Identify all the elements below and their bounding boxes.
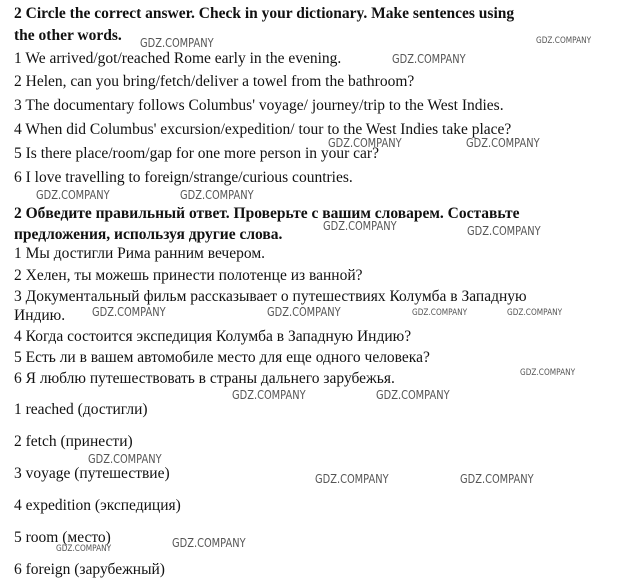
watermark: GDZ.COMPANY xyxy=(56,544,112,554)
answer-1: 1 reached (достигли) xyxy=(14,401,148,418)
watermark: GDZ.COMPANY xyxy=(172,536,246,550)
exercise-item-ru-2: 2 Хелен, ты можешь принести полотенце из ванной? xyxy=(14,267,363,284)
answer-6: 6 foreign (зарубежный) xyxy=(14,561,165,578)
watermark: GDZ.COMPANY xyxy=(460,472,534,486)
watermark: GDZ.COMPANY xyxy=(412,308,468,318)
exercise-heading-ru-line2: предложения, используя другие слова. xyxy=(14,226,283,243)
exercise-item-en-3: 3 The documentary follows Columbus' voyage/ journey/trip to the West Indies. xyxy=(14,97,504,114)
exercise-heading-en-line2: the other words. xyxy=(14,27,122,44)
answer-5: 5 room (место) xyxy=(14,529,111,546)
exercise-item-en-1: 1 We arrived/got/reached Rome early in the evening. xyxy=(14,50,342,67)
exercise-heading-ru-line1: 2 Обведите правильный ответ. Проверьте с вашим словарем. Составьте xyxy=(14,205,520,222)
exercise-item-ru-5: 5 Есть ли в вашем автомобиле место для еще одного человека? xyxy=(14,349,430,366)
exercise-item-ru-3-cont: Индию. xyxy=(14,307,66,324)
watermark: GDZ.COMPANY xyxy=(328,136,402,150)
answer-3: 3 voyage (путешествие) xyxy=(14,465,170,482)
watermark: GDZ.COMPANY xyxy=(520,368,576,378)
watermark: GDZ.COMPANY xyxy=(507,308,563,318)
watermark: GDZ.COMPANY xyxy=(467,224,541,238)
watermark: GDZ.COMPANY xyxy=(180,188,254,202)
exercise-item-en-4: 4 When did Columbus' excursion/expedition/ tour to the West Indies take place? xyxy=(14,121,512,138)
exercise-heading-en-line1: 2 Circle the correct answer. Check in your dictionary. Make sentences using xyxy=(14,5,515,22)
watermark: GDZ.COMPANY xyxy=(392,52,466,66)
watermark: GDZ.COMPANY xyxy=(536,36,592,46)
exercise-item-en-5: 5 Is there place/room/gap for one more person in your car? xyxy=(14,145,379,162)
exercise-item-ru-3: 3 Документальный фильм рассказывает о путешествиях Колумба в Западную xyxy=(14,288,527,305)
answer-4: 4 expedition (экспедиция) xyxy=(14,497,181,514)
watermark: GDZ.COMPANY xyxy=(466,136,540,150)
watermark: GDZ.COMPANY xyxy=(88,452,162,466)
exercise-item-ru-4: 4 Когда состоится экспедиция Колумба в Западную Индию? xyxy=(14,328,412,345)
exercise-item-en-2: 2 Helen, can you bring/fetch/deliver a towel from the bathroom? xyxy=(14,73,415,90)
watermark: GDZ.COMPANY xyxy=(92,305,166,319)
watermark: GDZ.COMPANY xyxy=(36,188,110,202)
exercise-item-ru-1: 1 Мы достигли Рима ранним вечером. xyxy=(14,245,265,262)
watermark: GDZ.COMPANY xyxy=(376,388,450,402)
watermark: GDZ.COMPANY xyxy=(232,388,306,402)
answer-2: 2 fetch (принести) xyxy=(14,433,133,450)
exercise-item-en-6: 6 I love travelling to foreign/strange/curious countries. xyxy=(14,169,353,186)
watermark: GDZ.COMPANY xyxy=(315,472,389,486)
watermark: GDZ.COMPANY xyxy=(267,305,341,319)
watermark: GDZ.COMPANY xyxy=(140,36,214,50)
exercise-item-ru-6: 6 Я люблю путешествовать в страны дальнего зарубежья. xyxy=(14,370,395,387)
watermark: GDZ.COMPANY xyxy=(323,219,397,233)
